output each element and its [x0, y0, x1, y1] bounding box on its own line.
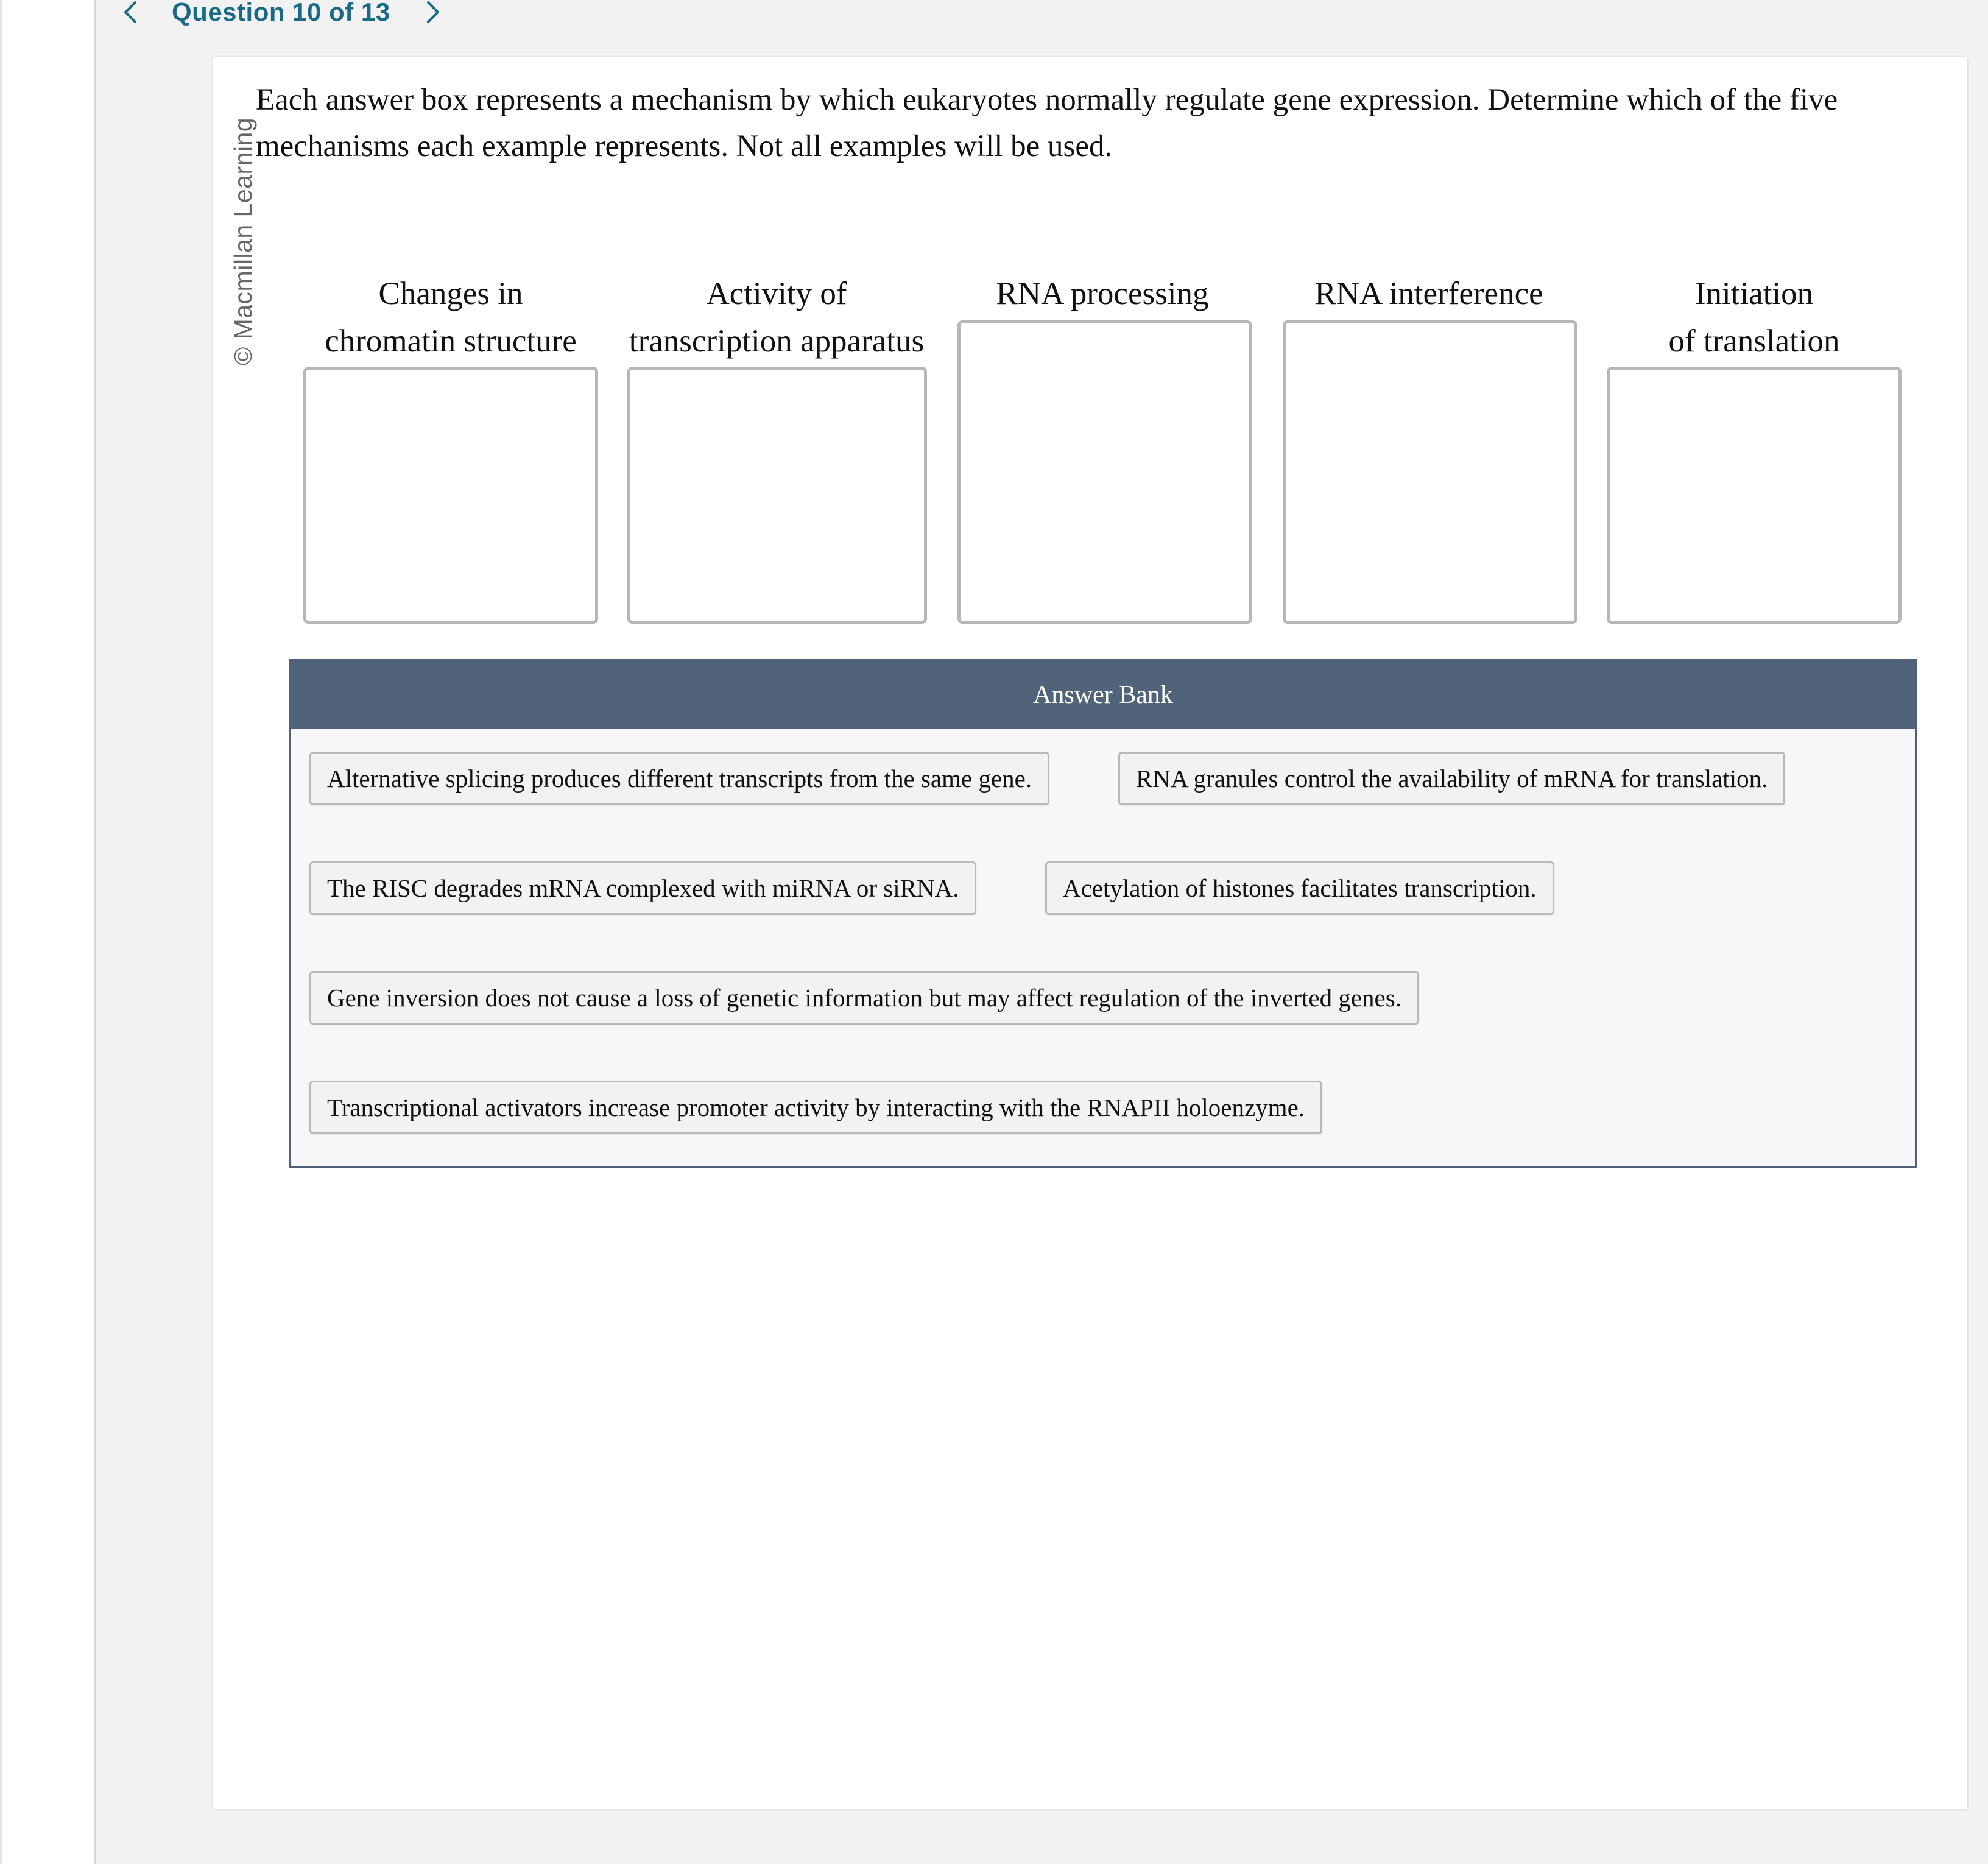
answer-chip[interactable]: Gene inversion does not cause a loss of genetic information but may affect regulation of the inverted genes. [309, 971, 1419, 1025]
answer-chip[interactable]: Transcriptional activators increase promoter activity by interacting with the RNAPII holoenzyme. [309, 1081, 1322, 1134]
question-counter: Question 10 of 13 [172, 0, 390, 26]
target-label-chromatin [298, 270, 603, 365]
question-navigation [113, 0, 450, 29]
answer-chip[interactable]: The RISC degrades mRNA complexed with miRNA or siRNA. [309, 861, 976, 915]
target-label-line: transcription apparatus [629, 323, 925, 359]
answer-chip[interactable]: Alternative splicing produces different transcripts from the same gene. [309, 752, 1049, 805]
answer-chip[interactable]: Acetylation of histones facilitates transcription. [1045, 861, 1554, 915]
drop-box-rna-interference[interactable] [1283, 320, 1577, 624]
target-label-line: RNA interference [1314, 276, 1543, 311]
chevron-left-icon[interactable] [113, 0, 147, 29]
target-label-transcription [615, 270, 938, 365]
target-label-line: Activity of [706, 276, 847, 311]
drop-box-translation[interactable] [1607, 367, 1902, 624]
target-label-line: Changes in [378, 276, 523, 311]
question-instructions: Each answer box represents a mechanism by which eukaryotes normally regulate gene expression. Determine which of the five mechanisms each example represents. Not all examples will be used. [256, 83, 1838, 163]
target-label-line: RNA processing [996, 276, 1209, 311]
answer-bank-title: Answer Bank [291, 662, 1915, 729]
drop-box-transcription[interactable] [627, 367, 927, 624]
copyright-watermark [224, 91, 255, 365]
target-label-rna-processing [950, 270, 1255, 317]
drop-box-rna-processing[interactable] [957, 320, 1252, 624]
target-label-translation [1602, 270, 1906, 365]
chevron-right-icon[interactable] [416, 0, 450, 29]
drop-box-chromatin[interactable] [303, 367, 598, 624]
target-label-line: of translation [1668, 323, 1840, 359]
left-sidebar-strip [0, 0, 96, 1864]
watermark-text: © Macmillan Learning [229, 117, 257, 365]
target-label-line: Initiation [1694, 276, 1814, 311]
target-label-line: chromatin structure [325, 323, 577, 359]
answer-chip[interactable]: RNA granules control the availability of mRNA for translation. [1118, 752, 1785, 805]
target-label-rna-interference [1277, 270, 1581, 317]
